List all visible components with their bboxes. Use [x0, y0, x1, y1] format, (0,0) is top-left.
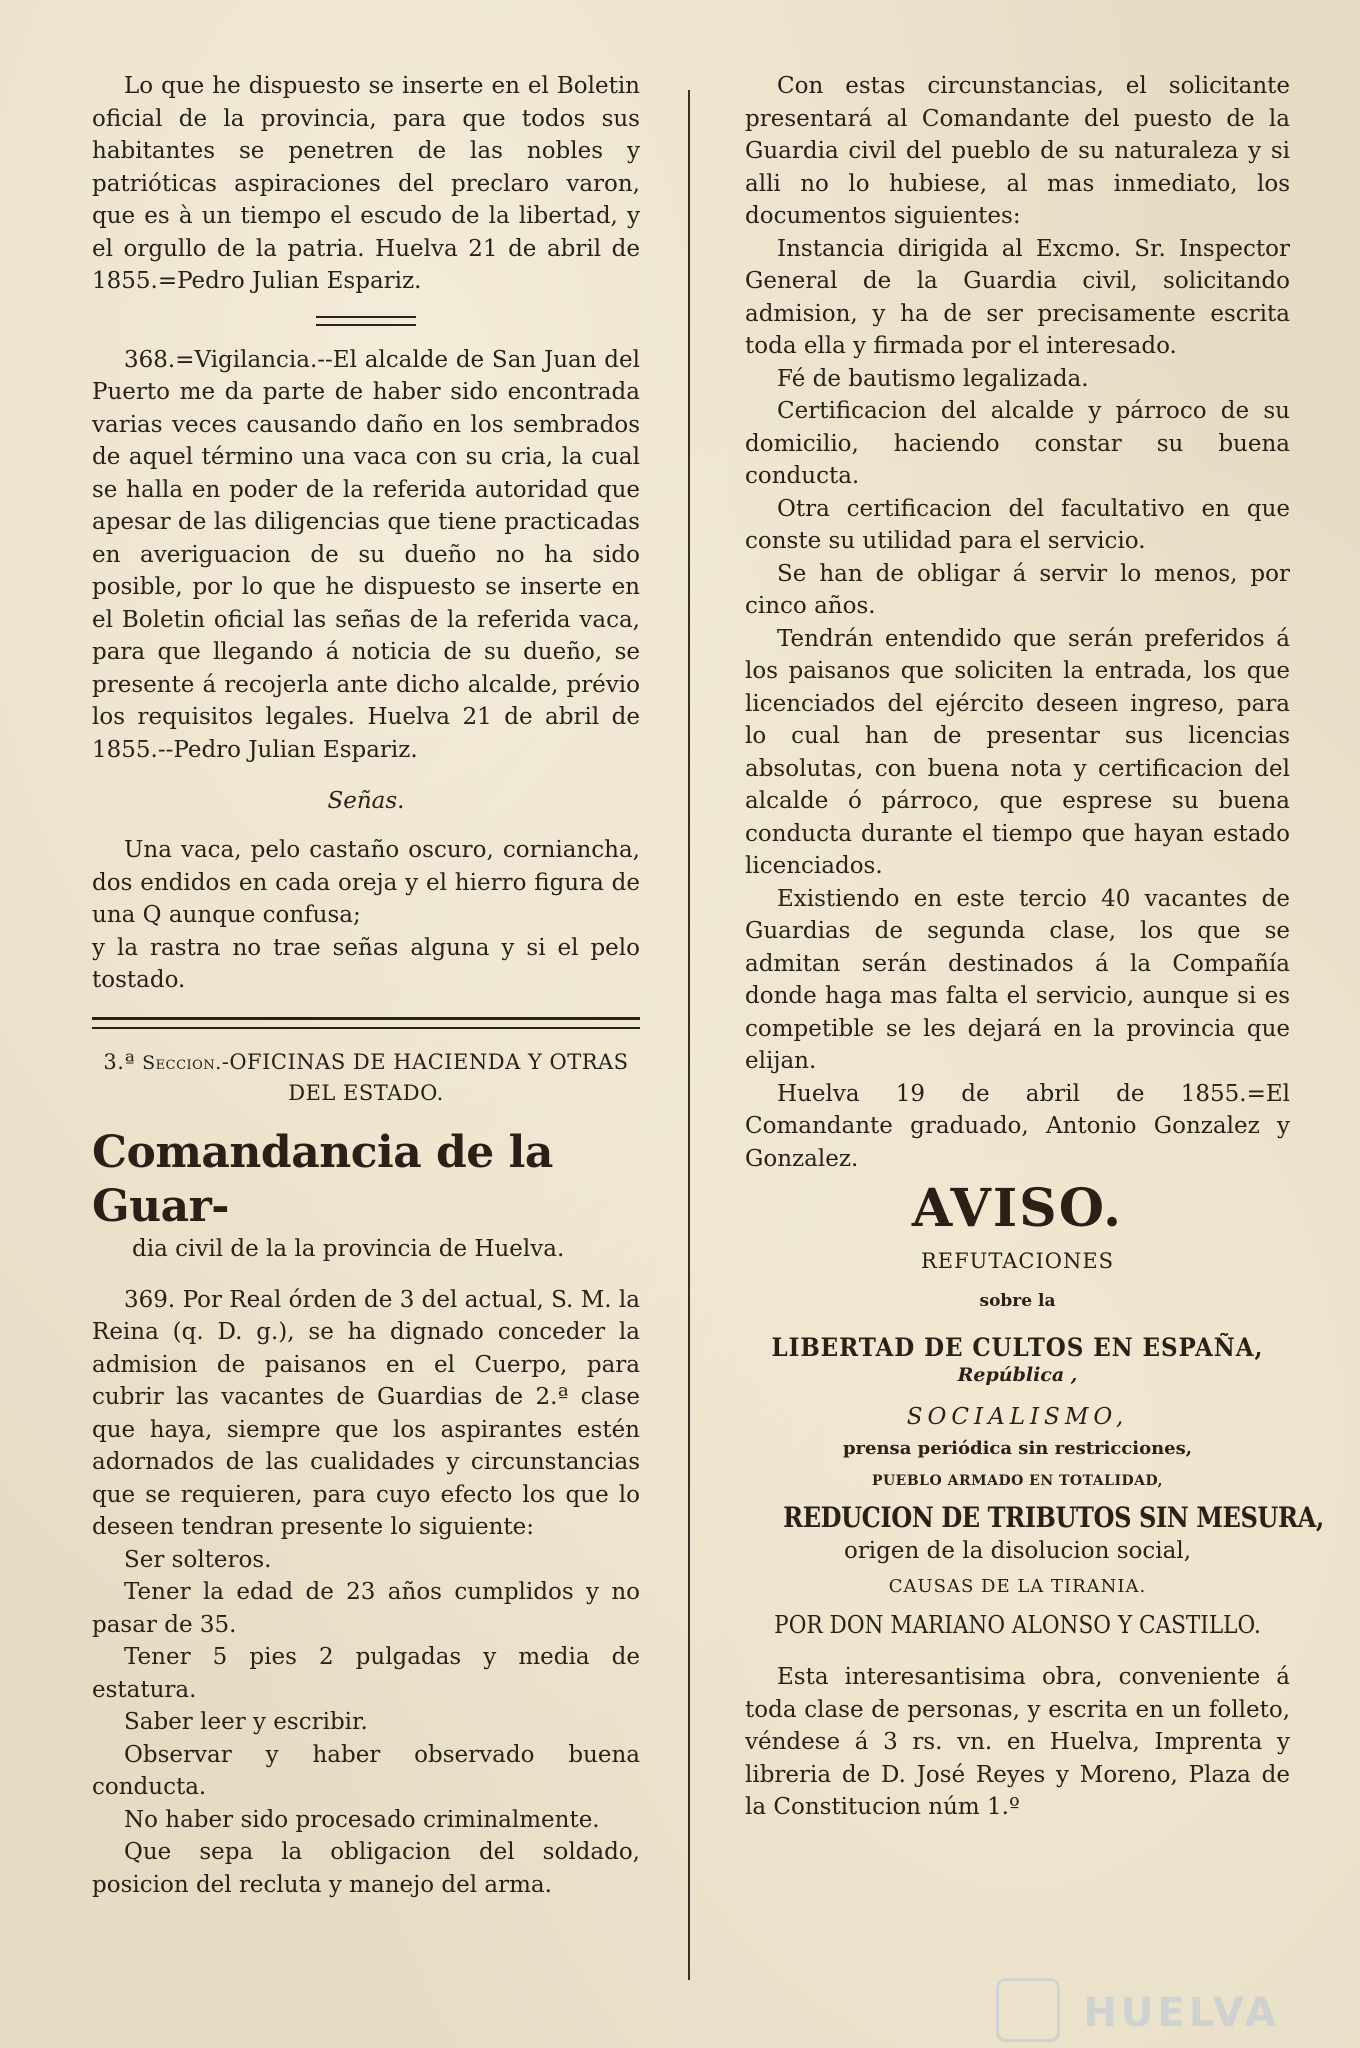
- requirement-2: Tener la edad de 23 años cumplidos y no pasar de 35.: [92, 1579, 640, 1638]
- origen-line: origen de la disolucion social,: [843, 1538, 1192, 1564]
- requirement-5: Observar y haber observado buena conducta.: [92, 1741, 640, 1800]
- short-divider: [316, 316, 416, 326]
- watermark: HUELVA: [1083, 1990, 1280, 2036]
- republica-line: República ,: [957, 1364, 1078, 1386]
- document-1: Instancia dirigida al Excmo. Sr. Inspector General de la Guardia civil, solicitando admision, y ha de ser precisamente escrita toda ella y firmada por el interesado.: [745, 235, 1290, 359]
- socialismo-line: SOCIALISMO,: [906, 1404, 1129, 1430]
- aviso-heading: AVISO.: [911, 1178, 1124, 1239]
- section-heading: [92, 1047, 640, 1108]
- requirement-3: Tener 5 pies 2 pulgadas y media de estatura.: [92, 1644, 640, 1703]
- reducion-line: REDUCION DE TRIBUTOS SIN MESURA,: [783, 1501, 1324, 1534]
- document-2: Fé de bautismo legalizada.: [777, 365, 1089, 392]
- paragraph-intro: Lo que he dispuesto se inserte en el Boletin oficial de la provincia, para que todos sus habitantes se penetren de las nobles y patrióticas aspiraciones del preclaro varon, que es à un tiempo el escudo de la libertad, y el orgullo de la patria. Huelva 21 de abril de 1855.=Pedro Julian Espariz.: [92, 73, 640, 294]
- document-7: Existiendo en este tercio 40 vacantes de Guardias de segunda clase, los que se admitan serán destinados á la Compañía donde haga mas falta el servicio, aunque si es competible se les dejará en la provincia que elijan.: [745, 885, 1290, 1074]
- pueblo-line: PUEBLO ARMADO EN TOTALIDAD,: [871, 1473, 1164, 1489]
- section-title: -OFICINAS DE HACIENDA Y OTRAS DEL ESTADO.: [221, 1049, 629, 1105]
- senas-text-2: y la rastra no trae señas alguna y si el pelo tostado.: [92, 934, 640, 993]
- article-title-continued: dia civil de la la provincia de Huelva.: [132, 1235, 565, 1262]
- signature-paragraph: Huelva 19 de abril de 1855.=El Comandante graduado, Antonio Gonzalez y Gonzalez.: [745, 1080, 1290, 1172]
- library-logo-icon: [996, 1978, 1060, 2042]
- right-column: [745, 70, 1324, 1824]
- requirement-4: Saber leer y escribir.: [124, 1709, 368, 1735]
- document-6: Tendrán entendido que serán preferidos á los paisanos que soliciten la entrada, los que licenciados del ejército deseen ingreso, para lo cual han de presentar sus licencias absolutas, con buena nota y certificacion del alcalde ó párroco, que esprese su buena conducta durante el tiempo que hayan estado licenciados.: [745, 625, 1290, 879]
- requirement-6: No haber sido procesado criminalmente.: [124, 1806, 600, 1833]
- libertad-line: LIBERTAD DE CULTOS EN ESPAÑA,: [771, 1333, 1264, 1362]
- paragraph-368: 368.=Vigilancia.--El alcalde de San Juan del Puerto me da parte de haber sido encontrada varias veces causando daño en los sembrados de aquel término una vaca con su cria, la cual se halla en poder de la referida autoridad que apesar de las diligencias que tiene practicadas en averiguacion de su dueño no ha sido posible, por lo que he dispuesto se inserte en el Boletin oficial las señas de la referida vaca, para que llegando á noticia de su dueño, se presente á recojerla ante dicho alcalde, prévio los requisitos legales. Huelva 21 de abril de 1855.--Pedro Julian Espariz.: [92, 346, 640, 763]
- senas-text-1: Una vaca, pelo castaño oscuro, cornianchа, dos endidos en cada oreja y el hierro figura de una Q aunque confusa;: [92, 837, 640, 928]
- left-column: [92, 70, 640, 1901]
- sale-paragraph: Esta interesantisima obra, conveniente á toda clase de personas, y escrita en un folleto, véndese á 3 rs. vn. en Huelva, Imprenta y libreria de D. José Reyes y Moreno, Plaza de la Constitucion núm 1.º: [745, 1664, 1290, 1820]
- sobre-la-line: sobre la: [979, 1291, 1056, 1311]
- section-number: 3.ª: [103, 1049, 143, 1074]
- paragraph-369: 369. Por Real órden de 3 del actual, S. M. la Reina (q. D. g.), se ha dignado conceder la admision de paisanos en el Cuerpo, para cubrir las vacantes de Guardias de 2.ª clase que haya, siempre que los aspirantes estén adornados de las cualidades y circunstancias que se requieren, para cuyo efecto los que lo deseen tendran presente lo siguiente:: [92, 1286, 640, 1540]
- causas-line: CAUSAS DE LA TIRANIA.: [888, 1576, 1147, 1597]
- document-3: Certificacion del alcalde y párroco de su domicilio, haciendo constar su buena conducta.: [745, 398, 1290, 489]
- author-line: POR DON MARIANO ALONSO Y CASTILLO.: [774, 1611, 1261, 1639]
- document-4: Otra certificacion del facultativo en que conste su utilidad para el servicio.: [745, 495, 1290, 554]
- section-divider: [92, 1017, 640, 1029]
- column-divider: [688, 90, 690, 1980]
- requirement-1: Ser solteros.: [124, 1546, 272, 1573]
- prensa-line: prensa periódica sin restricciones,: [842, 1438, 1193, 1459]
- document-5: Se han de obligar á servir lo menos, por cinco años.: [745, 560, 1290, 619]
- article-title: Comandancia de la Guar-: [92, 1126, 553, 1232]
- requirement-7: Que sepa la obligacion del soldado, posicion del recluta y manejo del arma.: [92, 1839, 640, 1898]
- paragraph-circumstances: Con estas circunstancias, el solicitante presentará al Comandante del puesto de la Guardia civil del pueblo de su naturaleza y si alli no lo hubiese, al mas inmediato, los documentos siguientes:: [745, 73, 1290, 229]
- refutaciones-heading: REFUTACIONES: [920, 1249, 1115, 1273]
- section-label: Seccion.: [142, 1051, 222, 1074]
- senas-heading: Señas.: [327, 788, 405, 814]
